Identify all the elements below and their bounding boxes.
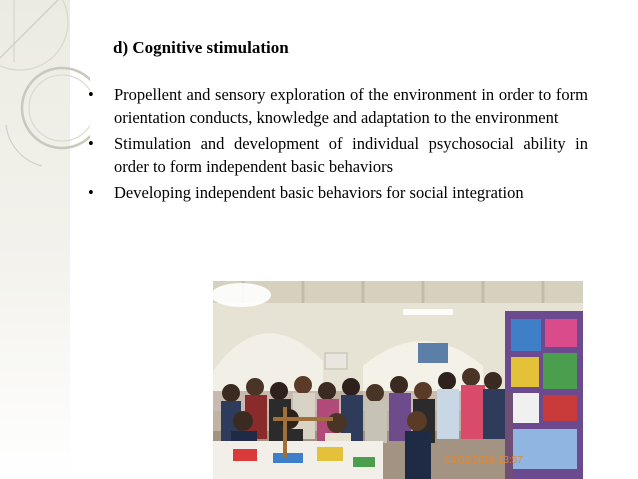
slide-heading: d) Cognitive stimulation [113,38,289,57]
decorative-rings-icon [0,0,90,200]
bullet-mark: • [88,85,94,104]
bullet-mark: • [88,183,94,202]
bullet-item [88,182,588,205]
bullet-text: Propellent and sensory exploration of the environment in order to form orientation conducts, knowledge and adaptation to the environment [114,85,588,127]
classroom-photo-illustration [213,281,583,479]
bullet-item [88,84,588,129]
bullet-list [88,84,588,209]
bullet-text: Stimulation and development of individual psychosocial ability in order to form independent basic behaviors [114,134,588,176]
classroom-photo [213,281,583,479]
bullet-text: Developing independent basic behaviors for social integration [114,183,524,202]
photo-timestamp: 04/09/2016 13:57 [445,455,523,466]
bullet-item [88,133,588,178]
bullet-mark: • [88,134,94,153]
